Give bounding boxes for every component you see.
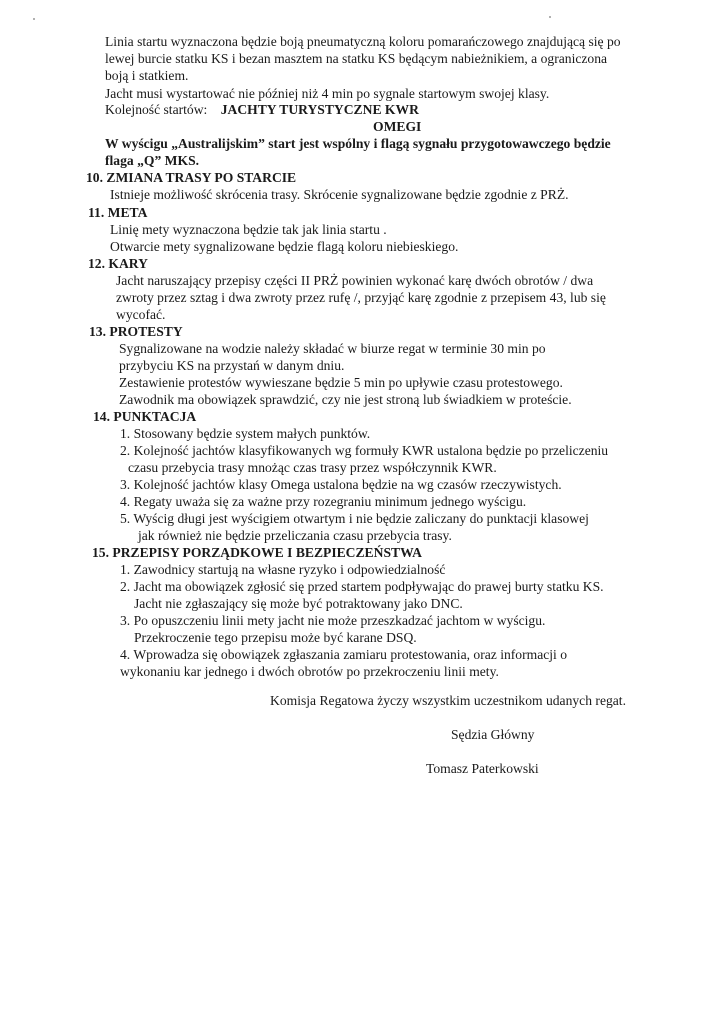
section-14-line-1: 1. Stosowany będzie system małych punktów. [120, 426, 371, 441]
section-12-line-2: zwroty przez sztag i dwa zwroty przez rufę /, przyjąć karę zgodnie z przepisem 43, lub się [116, 290, 606, 305]
section-number: 11. [88, 205, 105, 220]
start-line-text-1: Linia startu wyznaczona będzie boją pneumatyczną koloru pomarańczowego znajdującą się po [105, 34, 621, 49]
section-11-line-2: Otwarcie mety sygnalizowane będzie flagą koloru niebieskiego. [110, 239, 459, 254]
start-time-text: Jacht musi wystartować nie później niż 4 min po sygnale startowym swojej klasy. [105, 86, 550, 101]
section-11-line-1: Linię mety wyznaczona będzie tak jak linia startu . [110, 222, 387, 237]
section-title: META [107, 205, 148, 220]
start-order-first: JACHTY TURYSTYCZNE KWR [220, 102, 419, 117]
start-line-text-2: lewej burcie statku KS i bezan masztem na statku KS będącym nabieżnikiem, a ograniczona [105, 51, 608, 66]
section-number: 10. [86, 170, 103, 185]
start-order [105, 101, 419, 118]
judge-role: Sędzia Główny [451, 727, 535, 742]
section-14-line-5: 4. Regaty uważa się za ważne przy rozegraniu minimum jednego wyścigu. [120, 494, 527, 509]
section-number: 13. [89, 324, 106, 339]
section-13-line-3: Zestawienie protestów wywieszane będzie 5 min po upływie czasu protestowego. [119, 375, 563, 390]
section-14-line-2: 2. Kolejność jachtów klasyfikowanych wg formuły KWR ustalona będzie po przeliczeniu [120, 443, 609, 458]
section-15-line-2: 2. Jacht ma obowiązek zgłosić się przed startem podpływając do prawej burty statku KS. [120, 579, 604, 594]
section-15-line-4: 3. Po opuszczeniu linii mety jacht nie może przeszkadzać jachtom w wyścigu. [120, 613, 546, 628]
section-12-line-1: Jacht naruszający przepisy części II PRŻ powinien wykonać karę dwóch obrotów / dwa [116, 273, 594, 288]
section-14-line-7: jak również nie będzie przeliczania czasu przebycia trasy. [138, 528, 452, 543]
section-title: PUNKTACJA [113, 409, 197, 424]
section-12-line-3: wycofać. [116, 307, 166, 322]
section-10-line-1: Istnieje możliwość skrócenia trasy. Skrócenie sygnalizowane będzie zgodnie z PRŻ. [110, 187, 569, 202]
section-heading-11 [88, 204, 147, 221]
start-line-text-3: boją i statkiem. [105, 68, 189, 83]
section-13-line-1: Sygnalizowane na wodzie należy składać w biurze regat w terminie 30 min po [119, 341, 546, 356]
section-number: 12. [88, 256, 105, 271]
australian-race-text-2: flaga „Q” MKS. [105, 153, 200, 168]
section-14-line-4: 3. Kolejność jachtów klasy Omega ustalona będzie na wg czasów rzeczywistych. [120, 477, 562, 492]
australian-race-text-1: W wyścigu „Australijskim” start jest wspólny i flagą sygnału przygotowawczego będzie [105, 136, 611, 151]
scan-speck [549, 16, 551, 18]
section-number: 15. [92, 545, 109, 560]
section-15-line-7: wykonaniu kar jednego i dwóch obrotów po przekroczeniu linii mety. [120, 664, 499, 679]
section-heading-14 [93, 408, 196, 425]
section-heading-10 [86, 169, 296, 186]
section-15-line-6: 4. Wprowadza się obowiązek zgłaszania zamiaru protestowania, oraz informacji o [120, 647, 568, 662]
section-15-line-1: 1. Zawodnicy startują na własne ryzyko i odpowiedzialność [120, 562, 446, 577]
section-13-line-4: Zawodnik ma obowiązek sprawdzić, czy nie jest stroną lub świadkiem w proteście. [119, 392, 572, 407]
scan-speck [33, 18, 35, 20]
section-14-line-3: czasu przebycia trasy mnożąc czas trasy przez współczynnik KWR. [128, 460, 497, 475]
section-title: ZMIANA TRASY PO STARCIE [106, 170, 297, 185]
section-title: PRZEPISY PORZĄDKOWE I BEZPIECZEŃSTWA [112, 545, 422, 560]
section-heading-15 [92, 544, 422, 561]
section-title: KARY [108, 256, 148, 271]
start-order-label: Kolejność startów: [105, 102, 208, 117]
section-14-line-6: 5. Wyścig długi jest wyścigiem otwartym i nie będzie zaliczany do punktacji klasowej [120, 511, 589, 526]
start-order-second: OMEGI [373, 119, 422, 134]
section-title: PROTESTY [109, 324, 183, 339]
section-heading-12 [88, 255, 148, 272]
section-15-line-3: Jacht nie zgłaszający się może być potraktowany jako DNC. [134, 596, 463, 611]
judge-name: Tomasz Paterkowski [426, 761, 539, 776]
closing-wish: Komisja Regatowa życzy wszystkim uczestnikom udanych regat. [270, 693, 626, 708]
section-heading-13 [89, 323, 183, 340]
section-15-line-5: Przekroczenie tego przepisu może być karane DSQ. [134, 630, 417, 645]
section-13-line-2: przybyciu KS na przystań w danym dniu. [119, 358, 345, 373]
section-number: 14. [93, 409, 110, 424]
